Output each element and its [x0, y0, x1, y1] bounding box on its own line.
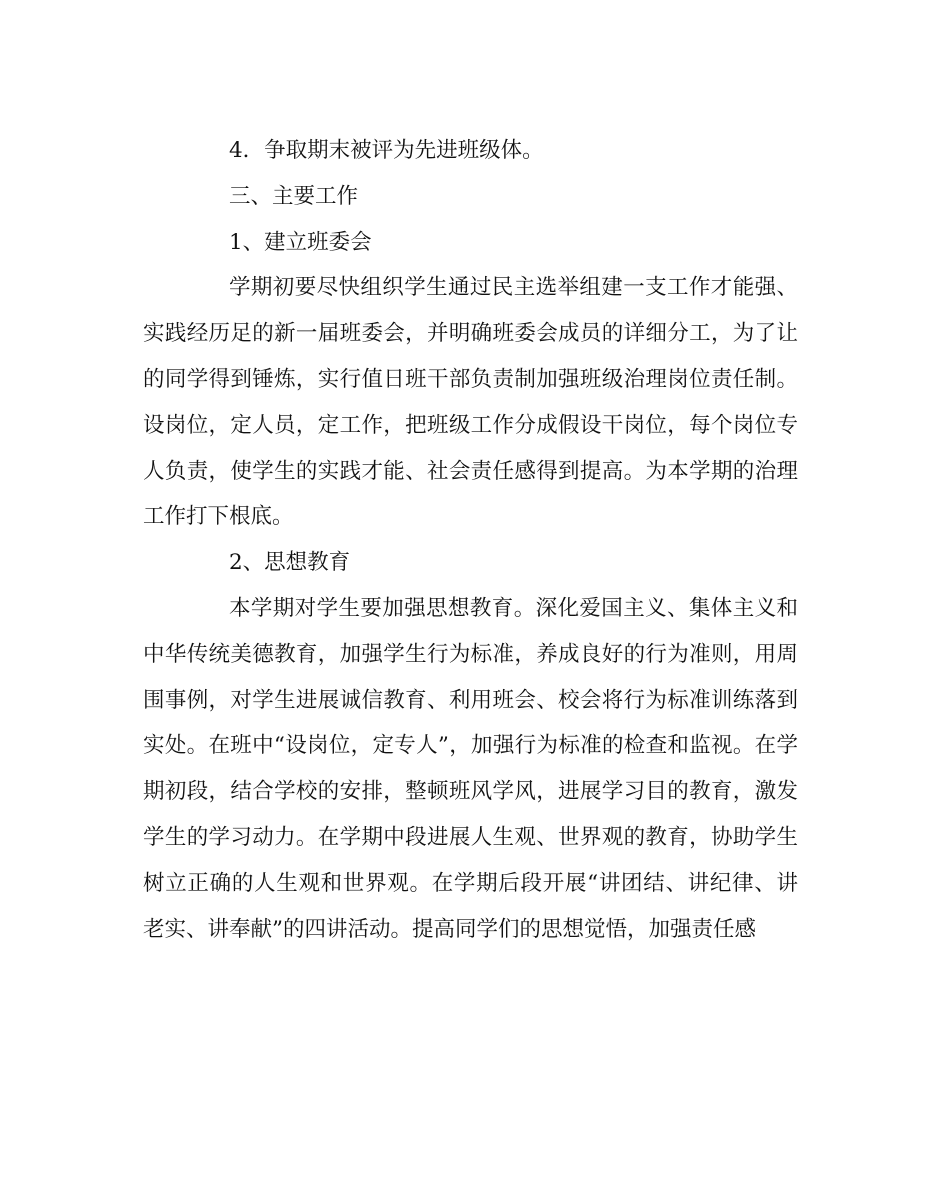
- goal-item-4: 4．争取期末被评为先进班级体。: [229, 138, 544, 163]
- document-body: [143, 128, 798, 952]
- section-heading-main-work: 三、主要工作: [229, 183, 359, 209]
- paragraph-ideological-education: 本学期对学生要加强思想教育。深化爱国主义、集体主义和中华传统美德教育，加强学生行为标准，养成良好的行为准则，用周围事例，对学生进展诚信教育、利用班会、校会将行为标准训练落到实处。在班中“设岗位，定专人”，加强行为标准的检查和监视。在学期初段，结合学校的安排，整顿班风学风，进展学习目的教育，激发学生的学习动力。在学期中段进展人生观、世界观的教育，协助学生树立正确的人生观和世界观。在学期后段开展“讲团结、讲纪律、讲老实、讲奉献”的四讲活动。提高同学们的思想觉悟，加强责任感: [143, 595, 798, 942]
- subheading-class-committee: 1、建立班委会: [229, 229, 372, 255]
- subheading-ideological-education: 2、思想教育: [229, 550, 351, 576]
- paragraph-class-committee: 学期初要尽快组织学生通过民主选举组建一支工作才能强、实践经历足的新一届班委会，并明确班委会成员的详细分工，为了让的同学得到锤炼，实行值日班干部负责制加强班级治理岗位责任制。设岗位，定人员，定工作，把班级工作分成假设干岗位，每个岗位专人负责，使学生的实践才能、社会责任感得到提高。为本学期的治理工作打下根底。: [143, 275, 798, 530]
